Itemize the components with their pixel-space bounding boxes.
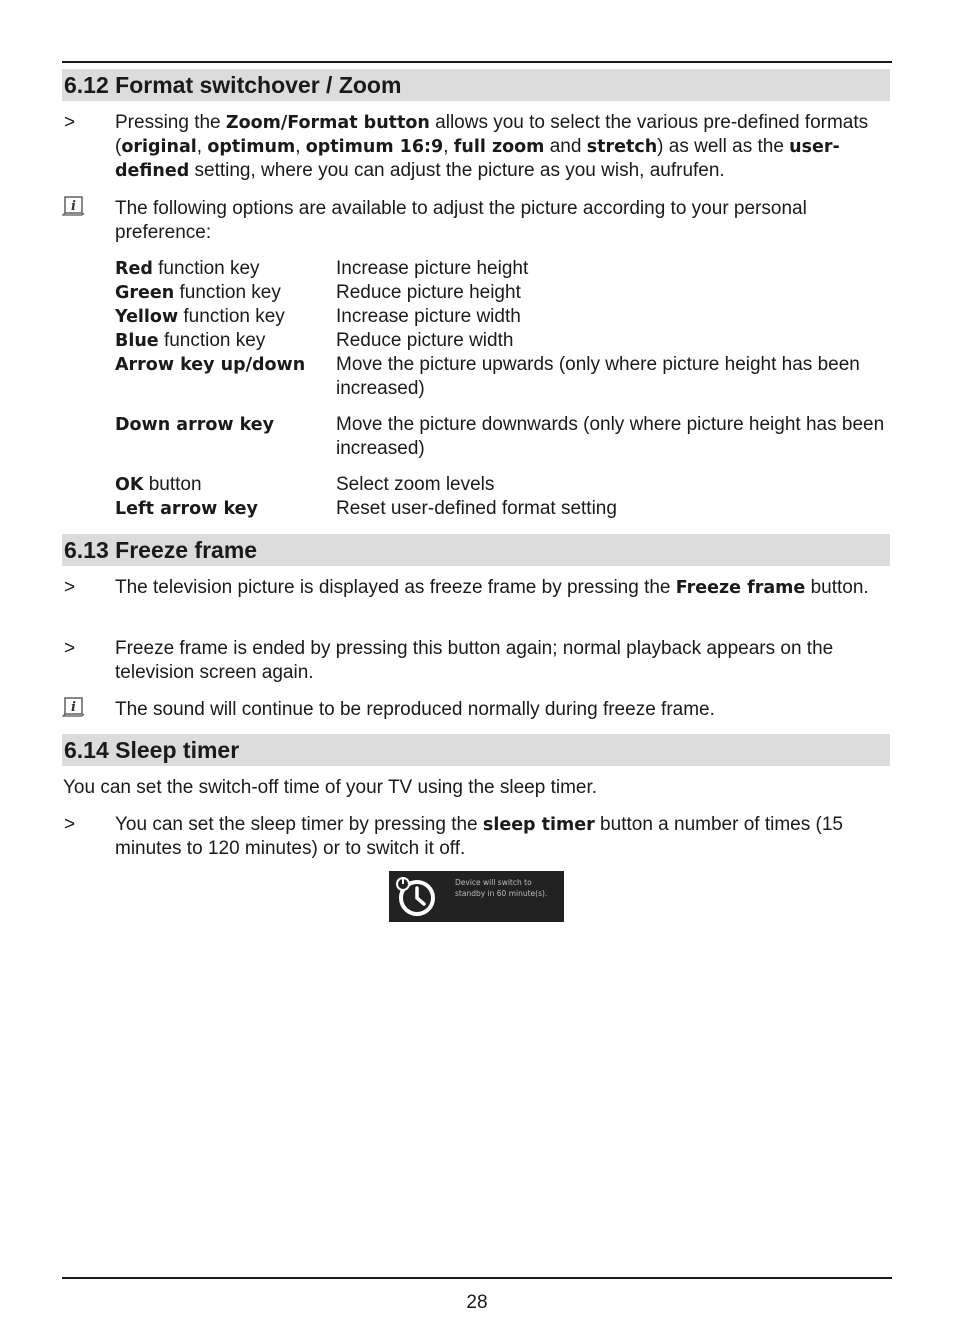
paragraph-text: Pressing the Zoom/Format button allows you to select the various pre-defined formats (original, optimum, optimum 16:9, full zoom and stretch) as well as the user-defined setting, where you can adjust the picture as you wish, aufrufen. [115,112,869,181]
key-name: Red function key [115,258,260,279]
key-action: Increase picture width [336,306,521,327]
paragraph-text: Freeze frame is ended by pressing this button again; normal playback appears on the television screen again. [115,638,834,683]
bullet-marker: > [64,638,76,659]
sleep-timer-intro: You can set the switch-off time of your TV using the sleep timer. [63,777,598,798]
zoom-format-button-term: Zoom/Format button [225,113,430,133]
top-rule [62,61,892,63]
page-number: 28 [466,1292,488,1313]
info-note-icon [62,195,86,217]
info-note-icon [62,696,86,718]
info-note-text: The sound will continue to be reproduced normally during freeze frame. [115,699,715,720]
key-row [115,353,891,413]
key-name: Yellow function key [115,306,285,327]
key-action: Reduce picture width [336,330,514,351]
bottom-rule [62,1277,892,1279]
function-key-table [115,257,891,521]
key-row [115,329,891,353]
key-name: Left arrow key [115,499,258,519]
format-full-zoom-term: full zoom [453,137,545,157]
paragraph-text: The television picture is displayed as freeze frame by pressing the Freeze frame button. [115,577,869,598]
key-row [115,305,891,329]
section-title: 6.14 Sleep timer [64,737,240,763]
info-note-text: The following options are available to adjust the picture according to your personal preference: [115,198,807,243]
section-title: 6.12 Format switchover / Zoom [64,72,402,98]
format-optimum-term: optimum [207,137,296,157]
key-action: Move the picture downwards (only where picture height has been increased) [336,414,885,459]
paragraph-text: You can set the sleep timer by pressing the sleep timer button a number of times (15 minutes to 120 minutes) or to switch it off. [115,814,843,859]
section-heading-freeze-frame [62,534,890,566]
bullet-marker: > [64,112,76,133]
section-title: 6.13 Freeze frame [64,537,258,563]
section-heading-sleep-timer [62,734,890,766]
svg-text:i: i [71,199,76,214]
key-name: Blue function key [115,330,266,351]
key-name: Green function key [115,282,281,303]
key-row [115,281,891,305]
timer-clock-icon [393,874,439,920]
format-optimum-169-term: optimum 16:9 [305,137,444,157]
key-row [115,473,891,497]
section-heading-format-zoom [62,69,890,101]
key-name: Arrow key up/down [115,355,306,375]
bullet-marker: > [64,577,76,598]
format-user-defined-term: user-defined [115,137,840,181]
bullet-marker: > [64,814,76,835]
key-row [115,257,891,281]
key-action: Increase picture height [336,258,529,279]
key-action: Reduce picture height [336,282,521,303]
format-original-term: original [121,137,197,157]
key-name: Down arrow key [115,415,275,435]
osd-message: Device will switch to standby in 60 minute(s). [455,878,548,898]
svg-text:i: i [71,700,76,715]
key-action: Reset user-defined format setting [336,498,617,519]
sleep-timer-button-term: sleep timer [482,815,595,835]
format-stretch-term: stretch [586,137,658,157]
key-row [115,413,891,473]
freeze-frame-button-term: Freeze frame [675,578,806,598]
key-action: Select zoom levels [336,474,495,495]
key-name: OK button [115,474,202,495]
sleep-timer-osd-image [389,871,564,922]
key-row [115,497,891,521]
key-action: Move the picture upwards (only where picture height has been increased) [336,354,860,399]
